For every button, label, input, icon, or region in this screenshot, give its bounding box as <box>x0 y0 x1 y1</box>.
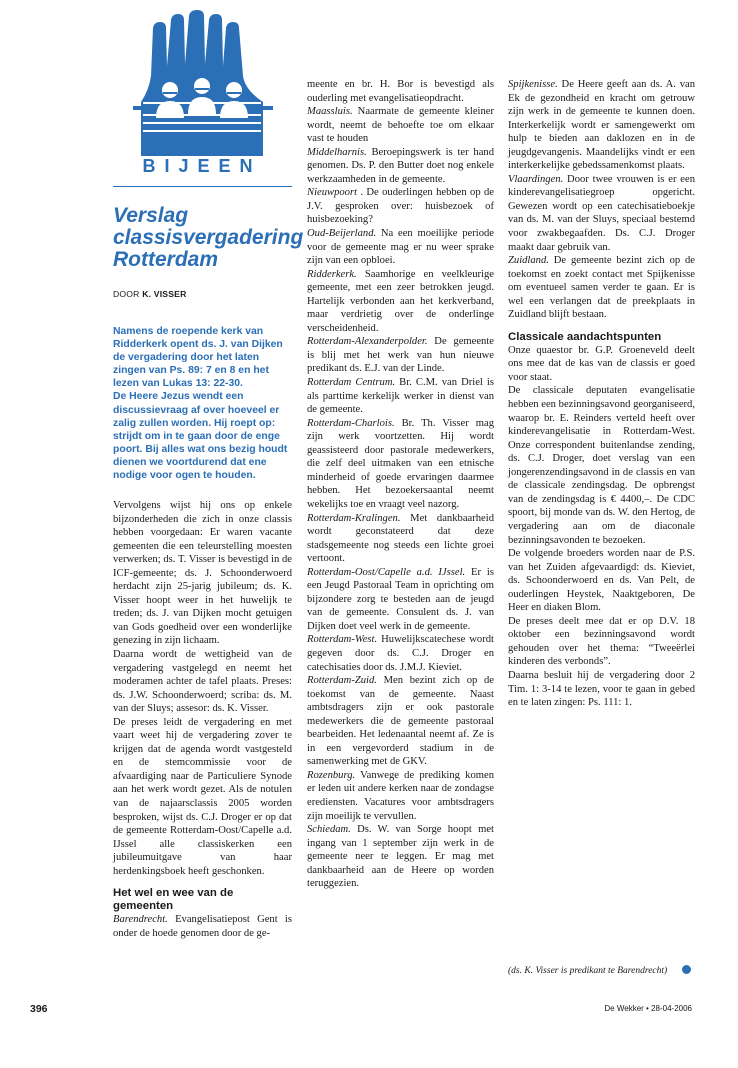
place-name: Rotterdam Centrum. <box>307 377 396 389</box>
place-entry <box>307 823 494 891</box>
place-name: Rotterdam-Alexanderpolder. <box>307 336 428 348</box>
intro-paragraph: Namens de roepende kerk van Ridderkerk opent ds. J. van Dijken de vergadering door het laten zingen van Ps. 89: 7 en 8 en het lezen van Lukas 13: 22-30. <box>113 326 283 390</box>
place-text: De gemeente bezint zich op de toekomst en zoekt contact met Spijkenisse om eventueel samen verder te gaan. Er is wel een verlangen dat de preekplaats in Zuidland blijft bestaan. <box>508 255 695 321</box>
place-name: Maassluis. <box>307 106 353 118</box>
column-1 <box>113 499 292 940</box>
bijeen-logo <box>113 6 292 176</box>
place-text: Saamhorige en veelkleurige gemeente, met een zeer betrokken jeugd. Hartelijk verbonden aan het kerkverband, maar verdrietig over de onderlinge verscheidenheid. <box>307 268 494 334</box>
place-name: Rotterdam-Charlois. <box>307 417 395 429</box>
place-text: De Heere geeft aan ds. A. van Ek de gezondheid en kracht om getrouw zijn werk in de gemeente te kunnen doen. Interkerkelijk wordt er samengewerkt om hulp te bieden aan daklozen en in de jeugdgevangenis. Maandelijks vindt er een interkerkelijke gebedssamenkomst plaats. <box>508 79 695 172</box>
paragraph: Daarna besluit hij de vergadering door 2 Tim. 1: 3-14 te lezen, voor te gaan in gebed en te laten zingen: Ps. 111: 1. <box>508 669 695 709</box>
section-heading: Classicale aandachtspunten <box>508 330 662 343</box>
paragraph: De volgende broeders worden naar de P.S. van het Zuiden afgevaardigd: ds. Kieviet, ds. Schoonderwoerd en ds. Van Pelt, de ouderlingen Heystek, Naaktgeboren, De Heer en diaken Blom. <box>508 548 695 614</box>
place-entry <box>307 105 494 146</box>
place-text: Br. C.M. van Driel is als parttime kerkelijk werker in dienst van de gemeente. <box>307 377 494 416</box>
column-3 <box>508 78 695 710</box>
end-mark-icon <box>682 965 691 974</box>
place-name: Schiedam. <box>307 824 351 836</box>
place-name: Rotterdam-Kralingen. <box>307 512 401 524</box>
intro-paragraph: De Heere Jezus wendt een discussievraag af over hoeveel er zalig zullen worden. Hij roept op: strijdt om in te gaan door de enge poort. Bij alles wat ons bezig houdt dienen we voortdurend dat ene nodige voor ogen te houden. <box>113 391 288 482</box>
paragraph: De preses deelt mee dat er op D.V. 18 oktober een bezinningsavond wordt gehouden over het thema: “Tweeërlei kinderen des verbonds”. <box>508 615 695 668</box>
place-entry <box>307 417 494 512</box>
place-name: Zuidland. <box>508 255 549 267</box>
place-entry <box>307 566 494 634</box>
place-name: Ridderkerk. <box>307 268 357 280</box>
logo-text: BIJEEN <box>142 156 262 176</box>
publication-info: De Wekker • 28-04-2006 <box>604 1004 692 1013</box>
place-text: Met dankbaarheid wordt geconstateerd dat deze stadsgemeente nog steeds een lichte groei vertoont. <box>307 512 494 565</box>
paragraph: De classicale deputaten evangelisatie hebben een bezinningsavond georganiseerd, waarop br. E. Reinders verteld heeft over kinderevangelisatie in Rotterdam-West. Onze correspondent buitenlandse zending, ds. C.J. Droger, doet verslag van een jongerenzendingsavond in de classis en van de classicale zendingsdag. De opbrengst van de zendingsdag is € 4400,–. De CDC spoort, bij monde van ds. W. den Hertog, de vergadering aan om de diaconale bezinningsavonden te bezoeken. <box>508 385 695 546</box>
place-name: Rotterdam-Oost/Capelle a.d. IJssel. <box>307 566 466 578</box>
place-text: Br. Th. Visser mag zijn werk voortzetten. Hij wordt geassisteerd door pastorale medewerkers, die zelf deel uitmaken van een etnische minderheid of goede ervaringen daarmee hebben. Het bezoekersaantal neemt wekelijks toe en vraagt veel nazorg. <box>307 417 494 510</box>
place-entry <box>307 376 494 417</box>
column-2 <box>307 78 494 891</box>
place-text: Beroepingswerk is ter hand genomen. Ds. P. den Butter doet nog enkele werkzaamheden in de gemeente. <box>307 146 494 185</box>
byline <box>113 289 187 299</box>
place-name: Rotterdam-West. <box>307 634 378 646</box>
place-name: Rotterdam-Zuid. <box>307 675 377 687</box>
place-entry <box>307 186 494 227</box>
place-text: Vanwege de prediking komen er leden uit andere kerken naar de zondagse erediensten. Vacatures voor ambtsdragers zijn moeilijk te vervullen. <box>307 769 494 822</box>
place-text: Naarmate de gemeente kleiner wordt, neemt de behoefte toe om elkaar vast te houden <box>307 106 494 145</box>
place-name: Spijkenisse. <box>508 79 558 90</box>
place-text: Er is een Jeugd Pastoraal Team in oprichting om bijzondere zorg te besteden aan de jeugd van de gemeente. Consulent ds. J. van Dijken doet veel werk in de gemeente. <box>307 566 494 632</box>
place-entry <box>307 674 494 769</box>
paragraph: Daarna wordt de wettigheid van de vergadering vastgelegd en neemt het moderamen achter de tafel plaats. Preses: ds. J.W. Schoonderwoerd; scriba: ds. M. van der Sluys; assesor: ds. K. Visser. <box>113 649 292 715</box>
place-text: Men bezint zich op de toekomst van de gemeente. Naast ambtsdragers zijn er ook pastorale medewerkers die de gemeente pastoraal bearbeiden. Het ledenaantal neemt af. Ze is in een vergevorderd stadium in de samenwerking met de GKV. <box>307 675 494 768</box>
place-text: Ds. W. van Sorge hoopt met ingang van 1 september zijn werk in de gemeente neer te leggen. Er mag met dankbaarheid aan de Heere op worden teruggezien. <box>307 824 494 890</box>
place-entry <box>508 173 695 254</box>
place-name: Vlaardingen. <box>508 173 564 185</box>
paragraph: Vervolgens wijst hij ons op enkele bijzonderheden die zich in onze classis hebben voorgedaan: Er waren vacante gemeenten die een teleurstelling moesten verwerken; ds. T. Visser is bevestigd in de ICF-gemeente; ds. J. Schoonderwoerd herdacht zijn 25-jarig jubileum; ds. K. Visser hoopt weer in het huwelijk te treden; ds. J. van Dijken mocht getuigen van Gods goedheid over een wonderlijke genezing in zijn lichaam. <box>113 500 292 647</box>
place-entry <box>508 254 695 322</box>
article-title: Verslag classisvergadering Rotterdam <box>113 204 304 271</box>
place-text: Evangelisatiepost Gent is onder de hoede genomen door de ge- <box>113 914 292 939</box>
place-entry <box>307 512 494 566</box>
paragraph: Onze quaestor br. G.P. Groeneveld deelt ons mee dat de kas van de classis er goed voor staat. <box>508 344 695 383</box>
place-text: Huwelijkscatechese wordt gegeven door ds. C.J. Droger en catechisaties door ds. J.M.J. Kieviet. <box>307 634 494 673</box>
section-heading: Het wel en wee van de gemeenten <box>113 887 234 913</box>
author-note: (ds. K. Visser is predikant te Barendrecht) <box>508 966 668 976</box>
place-entry <box>307 633 494 674</box>
place-text: Na een moeilijke periode voor de gemeente mag er nu weer sprake zijn van een opbloei. <box>307 228 494 267</box>
paragraph: De preses leidt de vergadering en met vaart weet hij de vergadering zover te krijgen dat de agenda wordt vastgesteld en de stemcommissie voor de afvaardiging naar de Particuliere Synode aan het werk wordt gezet. Als de notulen van de najaarsclassis 2005 worden besproken, wijst ds. C.J. Droger er op dat de gemeente Rotterdam-Oost/Capelle a.d. IJssel alle classiskerken een jubileumuitgave van haar herdenkingsboek heeft geschonken. <box>113 716 292 877</box>
paragraph <box>113 913 292 940</box>
byline-author: K. VISSER <box>142 289 187 299</box>
logo-divider <box>113 186 292 187</box>
intro <box>113 325 293 482</box>
place-entry <box>307 268 494 336</box>
place-entry <box>307 335 494 376</box>
place-name: Nieuwpoort <box>307 187 358 199</box>
paragraph: meente en br. H. Bor is bevestigd als ouderling met evangelisatieopdracht. <box>307 79 494 104</box>
place-entry <box>508 78 695 173</box>
place-entry <box>307 227 494 268</box>
place-name: Oud-Beijerland. <box>307 228 377 240</box>
place-text: . De ouderlingen hebben op de J.V. gesproken over: huisbezoek of huisbezoeking? <box>307 187 494 226</box>
page-number: 396 <box>30 1003 48 1015</box>
place-name: Middelharnis. <box>307 146 367 158</box>
place-text: De gemeente is blij met het werk van hun nieuwe predikant ds. E.J. van der Linde. <box>307 336 494 375</box>
place-name: Barendrecht. <box>113 914 168 926</box>
place-entry <box>307 146 494 187</box>
byline-prefix: DOOR <box>113 289 140 299</box>
place-entry <box>307 769 494 823</box>
place-name: Rozenburg. <box>307 769 356 781</box>
place-text: Door twee vrouwen is er een kinderevangelisatiegroep opgericht. Gewezen wordt op een catechisatieboekje van ds. M. van der Sluys, speciaal bestemd voor zwakbegaafden. Ds. C.J. Droger maakt daar gebruik van. <box>508 173 695 253</box>
